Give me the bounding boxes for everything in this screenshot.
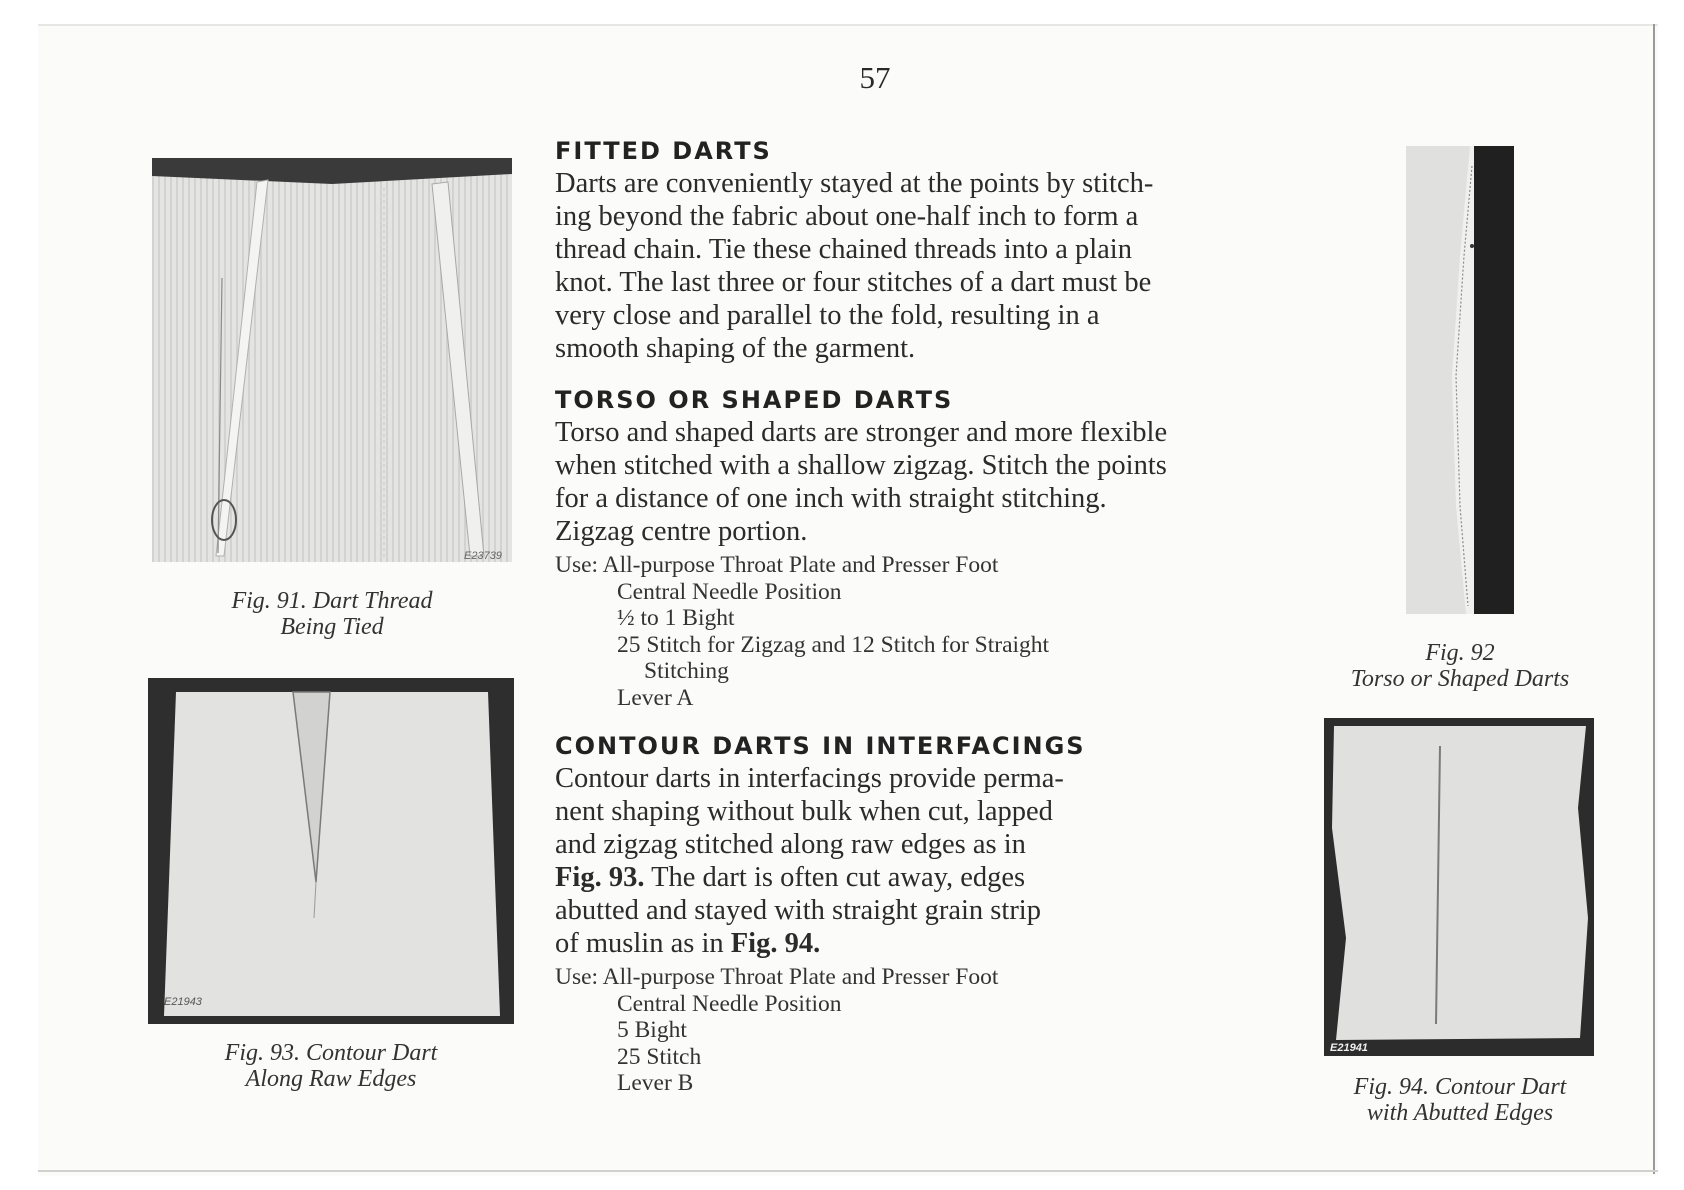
- fig94-code: E21941: [1330, 1042, 1368, 1054]
- fitted-darts-heading: FITTED DARTS: [555, 137, 772, 165]
- fig93-photo: [148, 678, 514, 1024]
- fig92-caption-line-1: Fig. 92: [1425, 640, 1495, 666]
- torso-line-1: Torso and shaped darts are stronger and more flexible: [555, 417, 1168, 448]
- fig92-caption: [1320, 640, 1600, 692]
- torso-use-2: Central Needle Position: [617, 578, 842, 605]
- contour-line-6-text: of muslin as in: [555, 928, 724, 959]
- fig93-caption-line-2: Along Raw Edges: [245, 1066, 417, 1092]
- contour-use-3: 5 Bight: [617, 1017, 687, 1043]
- fitted-darts-paragraph: [555, 167, 1290, 365]
- torso-use-3: ½ to 1 Bight: [617, 605, 735, 631]
- fig93-caption: [150, 1040, 512, 1092]
- fig94-photo: [1324, 718, 1594, 1056]
- fig94-reference: Fig. 94.: [730, 928, 821, 959]
- fig93-reference: Fig. 93.: [555, 862, 645, 893]
- torso-line-4: Zigzag centre portion.: [555, 516, 808, 547]
- contour-darts-section: [555, 732, 1167, 1097]
- fig91-caption: [152, 588, 512, 640]
- fig92-photo: [1406, 146, 1514, 614]
- fitted-line-5: very close and parallel to the fold, resulting in a: [555, 300, 1100, 331]
- fig91-caption-line-2: Being Tied: [280, 614, 384, 640]
- contour-line-2: nent shaping without bulk when cut, lapped: [555, 796, 1053, 827]
- fitted-line-1: Darts are conveniently stayed at the points by stitch-: [555, 168, 1154, 199]
- fig94-caption: [1310, 1074, 1610, 1126]
- contour-use-2: Central Needle Position: [617, 990, 842, 1017]
- contour-use-4: 25 Stitch: [617, 1043, 702, 1070]
- contour-line-4-text: The dart is often cut away, edges: [651, 862, 1026, 893]
- fitted-line-2: ing beyond the fabric about one-half inch to form a: [555, 201, 1139, 232]
- contour-use-1: Use: All-purpose Throat Plate and Presser Foot: [555, 964, 999, 990]
- fig91-photo: [152, 158, 512, 562]
- torso-use-4: 25 Stitch for Zigzag and 12 Stitch for Straight: [617, 631, 1050, 658]
- torso-use-6: Lever A: [617, 684, 694, 711]
- fig93-caption-line-1: Fig. 93. Contour Dart: [224, 1040, 438, 1066]
- torso-darts-paragraph: [555, 416, 1290, 548]
- contour-line-1: Contour darts in interfacings provide perma-: [555, 763, 1064, 794]
- torso-line-3: for a distance of one inch with straight stitching.: [555, 483, 1107, 514]
- torso-darts-section: [555, 386, 1290, 711]
- contour-darts-paragraph: [555, 762, 1167, 960]
- fig91-caption-line-1: Fig. 91. Dart Thread: [231, 588, 433, 614]
- page-edge-bottom: [38, 1170, 1658, 1172]
- fitted-darts-section: [555, 137, 1290, 365]
- fig93-code: E21943: [164, 996, 202, 1008]
- contour-line-4: [555, 861, 1167, 894]
- fig91-code: E23739: [464, 550, 502, 562]
- contour-line-5: abutted and stayed with straight grain strip: [555, 895, 1041, 926]
- contour-line-3: and zigzag stitched along raw edges as in: [555, 829, 1026, 860]
- fig94-caption-line-2: with Abutted Edges: [1366, 1100, 1554, 1126]
- contour-use-5: Lever B: [617, 1070, 694, 1096]
- page-number: 57: [859, 60, 891, 95]
- torso-line-2: when stitched with a shallow zigzag. Stitch the points: [555, 450, 1167, 481]
- contour-line-6: [555, 927, 1167, 960]
- torso-darts-heading: TORSO OR SHAPED DARTS: [555, 386, 954, 414]
- fig94-caption-line-1: Fig. 94. Contour Dart: [1353, 1074, 1567, 1100]
- torso-use-1: Use: All-purpose Throat Plate and Presser Foot: [555, 552, 999, 578]
- fitted-line-6: smooth shaping of the garment.: [555, 333, 916, 364]
- fitted-line-4: knot. The last three or four stitches of a dart must be: [555, 267, 1152, 298]
- contour-use-list: [555, 964, 1167, 1097]
- fitted-line-3: thread chain. Tie these chained threads into a plain: [555, 234, 1132, 265]
- torso-use-list: [555, 552, 1290, 711]
- torso-use-5: Stitching: [644, 658, 729, 684]
- contour-darts-heading: CONTOUR DARTS IN INTERFACINGS: [555, 732, 1086, 760]
- page-edge-right: [1653, 24, 1655, 1174]
- fig92-caption-line-2: Torso or Shaped Darts: [1350, 666, 1570, 692]
